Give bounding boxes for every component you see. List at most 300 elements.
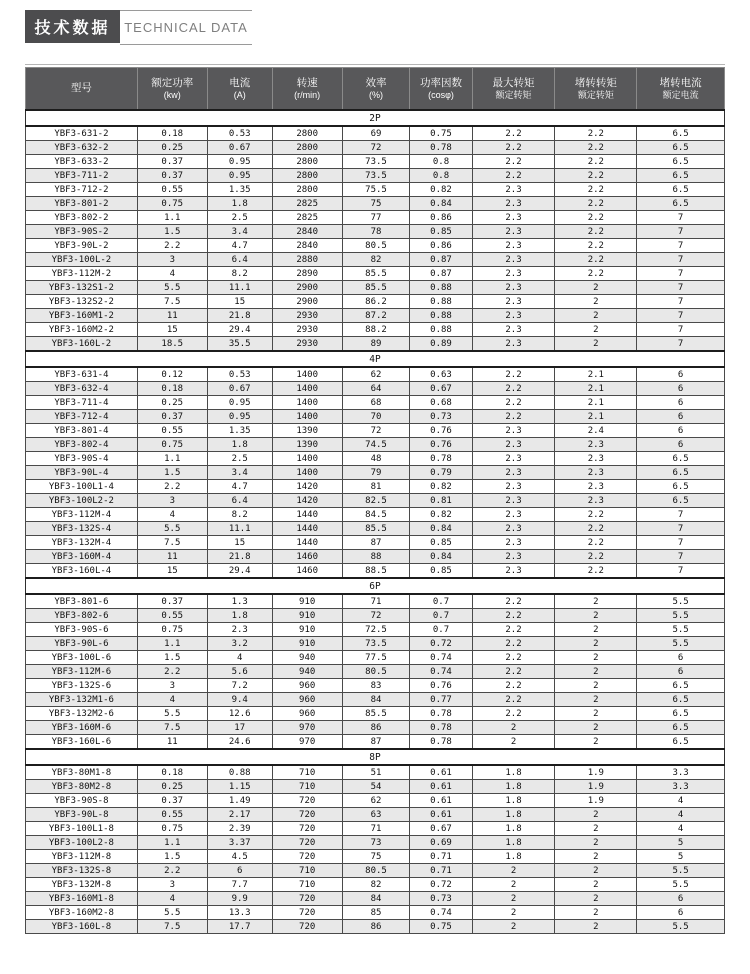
- cell-power-factor: 0.76: [410, 424, 472, 438]
- cell-power-factor: 0.82: [410, 480, 472, 494]
- cell-efficiency: 79: [342, 466, 410, 480]
- cell-efficiency: 83: [342, 679, 410, 693]
- cell-speed: 1420: [272, 480, 342, 494]
- cell-power-factor: 0.61: [410, 808, 472, 822]
- cell-locked-rotor-current-ratio: 7: [637, 281, 725, 295]
- cell-model: YBF3-712-2: [26, 183, 138, 197]
- cell-speed: 2890: [272, 267, 342, 281]
- cell-locked-rotor-current-ratio: 7: [637, 239, 725, 253]
- cell-rated-power: 15: [137, 564, 207, 579]
- cell-model: YBF3-160M-6: [26, 721, 138, 735]
- cell-locked-rotor-current-ratio: 7: [637, 337, 725, 352]
- cell-model: YBF3-160M1-8: [26, 892, 138, 906]
- cell-locked-rotor-torque-ratio: 2.2: [555, 155, 637, 169]
- cell-model: YBF3-90L-6: [26, 637, 138, 651]
- cell-rated-power: 7.5: [137, 721, 207, 735]
- cell-rated-power: 0.25: [137, 780, 207, 794]
- cell-efficiency: 72: [342, 609, 410, 623]
- cell-locked-rotor-torque-ratio: 2: [555, 679, 637, 693]
- cell-current: 3.4: [207, 225, 272, 239]
- cell-model: YBF3-802-2: [26, 211, 138, 225]
- table-row: [26, 337, 725, 352]
- cell-power-factor: 0.88: [410, 309, 472, 323]
- cell-rated-power: 2.2: [137, 665, 207, 679]
- cell-power-factor: 0.78: [410, 452, 472, 466]
- table-row: [26, 452, 725, 466]
- cell-max-torque-ratio: 2.3: [472, 337, 555, 352]
- cell-model: YBF3-132S-6: [26, 679, 138, 693]
- cell-speed: 1400: [272, 410, 342, 424]
- cell-max-torque-ratio: 2.2: [472, 679, 555, 693]
- col-header-current-unit: (A): [233, 89, 246, 100]
- table-row: [26, 906, 725, 920]
- cell-locked-rotor-torque-ratio: 2.2: [555, 564, 637, 579]
- cell-model: YBF3-801-4: [26, 424, 138, 438]
- table-row: [26, 822, 725, 836]
- cell-efficiency: 68: [342, 396, 410, 410]
- cell-efficiency: 51: [342, 765, 410, 780]
- cell-rated-power: 5.5: [137, 906, 207, 920]
- cell-max-torque-ratio: 2.3: [472, 466, 555, 480]
- section-label: 4P: [26, 351, 725, 367]
- cell-current: 3.4: [207, 466, 272, 480]
- cell-model: YBF3-631-4: [26, 367, 138, 382]
- cell-locked-rotor-torque-ratio: 2.2: [555, 126, 637, 141]
- cell-rated-power: 4: [137, 508, 207, 522]
- cell-max-torque-ratio: 2.2: [472, 141, 555, 155]
- table-row: [26, 126, 725, 141]
- cell-efficiency: 88.2: [342, 323, 410, 337]
- cell-rated-power: 1.5: [137, 466, 207, 480]
- cell-power-factor: 0.85: [410, 225, 472, 239]
- cell-model: YBF3-801-2: [26, 197, 138, 211]
- table-row: [26, 396, 725, 410]
- cell-efficiency: 70: [342, 410, 410, 424]
- cell-efficiency: 82: [342, 253, 410, 267]
- cell-power-factor: 0.87: [410, 267, 472, 281]
- table-row: [26, 637, 725, 651]
- cell-current: 4.7: [207, 480, 272, 494]
- cell-locked-rotor-torque-ratio: 2: [555, 707, 637, 721]
- cell-efficiency: 72.5: [342, 623, 410, 637]
- cell-current: 4.5: [207, 850, 272, 864]
- cell-speed: 2840: [272, 239, 342, 253]
- cell-locked-rotor-torque-ratio: 2.2: [555, 183, 637, 197]
- cell-power-factor: 0.72: [410, 878, 472, 892]
- cell-locked-rotor-current-ratio: 6.5: [637, 197, 725, 211]
- cell-current: 0.95: [207, 169, 272, 183]
- cell-max-torque-ratio: 2.3: [472, 508, 555, 522]
- cell-model: YBF3-632-2: [26, 141, 138, 155]
- cell-power-factor: 0.77: [410, 693, 472, 707]
- cell-power-factor: 0.67: [410, 382, 472, 396]
- cell-efficiency: 72: [342, 424, 410, 438]
- cell-speed: 910: [272, 609, 342, 623]
- table-row: [26, 155, 725, 169]
- section-header-row: [26, 351, 725, 367]
- cell-power-factor: 0.69: [410, 836, 472, 850]
- cell-locked-rotor-current-ratio: 6.5: [637, 735, 725, 750]
- cell-max-torque-ratio: 2: [472, 892, 555, 906]
- cell-efficiency: 85.5: [342, 707, 410, 721]
- cell-current: 9.4: [207, 693, 272, 707]
- cell-current: 29.4: [207, 323, 272, 337]
- cell-efficiency: 71: [342, 822, 410, 836]
- cell-speed: 1400: [272, 396, 342, 410]
- cell-rated-power: 4: [137, 693, 207, 707]
- cell-locked-rotor-current-ratio: 5.5: [637, 920, 725, 934]
- table-row: [26, 281, 725, 295]
- cell-current: 8.2: [207, 508, 272, 522]
- cell-efficiency: 86.2: [342, 295, 410, 309]
- cell-speed: 720: [272, 850, 342, 864]
- cell-speed: 1400: [272, 452, 342, 466]
- cell-locked-rotor-torque-ratio: 2.2: [555, 211, 637, 225]
- cell-locked-rotor-current-ratio: 7: [637, 564, 725, 579]
- cell-locked-rotor-torque-ratio: 2.3: [555, 480, 637, 494]
- col-header-speed: 转速 (r/min): [272, 68, 342, 111]
- col-header-efficiency-unit: (%): [369, 89, 383, 100]
- cell-locked-rotor-torque-ratio: 2: [555, 309, 637, 323]
- cell-locked-rotor-torque-ratio: 2: [555, 906, 637, 920]
- table-row: [26, 239, 725, 253]
- cell-efficiency: 89: [342, 337, 410, 352]
- cell-model: YBF3-160M2-2: [26, 323, 138, 337]
- table-row: [26, 707, 725, 721]
- cell-current: 0.95: [207, 155, 272, 169]
- cell-max-torque-ratio: 2: [472, 735, 555, 750]
- cell-max-torque-ratio: 2: [472, 721, 555, 735]
- cell-efficiency: 86: [342, 920, 410, 934]
- cell-current: 11.1: [207, 281, 272, 295]
- cell-model: YBF3-80M1-8: [26, 765, 138, 780]
- table-row: [26, 892, 725, 906]
- cell-max-torque-ratio: 2.2: [472, 410, 555, 424]
- cell-max-torque-ratio: 2.3: [472, 564, 555, 579]
- cell-locked-rotor-torque-ratio: 2: [555, 721, 637, 735]
- cell-locked-rotor-torque-ratio: 2: [555, 878, 637, 892]
- cell-efficiency: 73: [342, 836, 410, 850]
- cell-power-factor: 0.7: [410, 623, 472, 637]
- cell-model: YBF3-90L-2: [26, 239, 138, 253]
- cell-current: 13.3: [207, 906, 272, 920]
- cell-speed: 910: [272, 594, 342, 609]
- cell-max-torque-ratio: 1.8: [472, 836, 555, 850]
- cell-efficiency: 84.5: [342, 508, 410, 522]
- cell-locked-rotor-current-ratio: 4: [637, 822, 725, 836]
- cell-rated-power: 0.55: [137, 609, 207, 623]
- cell-locked-rotor-current-ratio: 7: [637, 309, 725, 323]
- cell-current: 1.49: [207, 794, 272, 808]
- cell-current: 0.53: [207, 367, 272, 382]
- cell-locked-rotor-current-ratio: 6: [637, 906, 725, 920]
- cell-locked-rotor-current-ratio: 5.5: [637, 637, 725, 651]
- cell-efficiency: 75.5: [342, 183, 410, 197]
- table-row: [26, 836, 725, 850]
- cell-rated-power: 3: [137, 679, 207, 693]
- cell-power-factor: 0.71: [410, 850, 472, 864]
- cell-model: YBF3-100L1-8: [26, 822, 138, 836]
- cell-current: 6.4: [207, 494, 272, 508]
- cell-speed: 970: [272, 721, 342, 735]
- cell-power-factor: 0.84: [410, 522, 472, 536]
- cell-current: 24.6: [207, 735, 272, 750]
- cell-max-torque-ratio: 2.2: [472, 155, 555, 169]
- cell-max-torque-ratio: 2.2: [472, 367, 555, 382]
- cell-current: 6: [207, 864, 272, 878]
- cell-locked-rotor-current-ratio: 5.5: [637, 864, 725, 878]
- cell-rated-power: 3: [137, 253, 207, 267]
- cell-model: YBF3-112M-8: [26, 850, 138, 864]
- cell-efficiency: 86: [342, 721, 410, 735]
- cell-locked-rotor-current-ratio: 6: [637, 382, 725, 396]
- cell-locked-rotor-torque-ratio: 2.2: [555, 508, 637, 522]
- cell-efficiency: 88.5: [342, 564, 410, 579]
- cell-max-torque-ratio: 1.8: [472, 794, 555, 808]
- cell-speed: 1400: [272, 466, 342, 480]
- cell-locked-rotor-current-ratio: 6.5: [637, 480, 725, 494]
- cell-max-torque-ratio: 2.3: [472, 438, 555, 452]
- cell-max-torque-ratio: 2.2: [472, 169, 555, 183]
- cell-locked-rotor-torque-ratio: 2: [555, 693, 637, 707]
- cell-model: YBF3-112M-6: [26, 665, 138, 679]
- cell-max-torque-ratio: 2.3: [472, 295, 555, 309]
- cell-current: 11.1: [207, 522, 272, 536]
- cell-locked-rotor-torque-ratio: 2: [555, 295, 637, 309]
- cell-max-torque-ratio: 2.3: [472, 323, 555, 337]
- cell-max-torque-ratio: 1.8: [472, 765, 555, 780]
- cell-locked-rotor-current-ratio: 6.5: [637, 141, 725, 155]
- cell-model: YBF3-100L2-2: [26, 494, 138, 508]
- cell-max-torque-ratio: 2.2: [472, 651, 555, 665]
- cell-model: YBF3-160M1-2: [26, 309, 138, 323]
- cell-max-torque-ratio: 2.2: [472, 665, 555, 679]
- cell-current: 1.35: [207, 183, 272, 197]
- cell-rated-power: 11: [137, 735, 207, 750]
- cell-rated-power: 0.25: [137, 141, 207, 155]
- cell-model: YBF3-633-2: [26, 155, 138, 169]
- cell-efficiency: 69: [342, 126, 410, 141]
- table-row: [26, 765, 725, 780]
- cell-efficiency: 62: [342, 367, 410, 382]
- cell-power-factor: 0.73: [410, 892, 472, 906]
- cell-current: 1.8: [207, 438, 272, 452]
- cell-locked-rotor-current-ratio: 6: [637, 892, 725, 906]
- cell-power-factor: 0.85: [410, 564, 472, 579]
- cell-locked-rotor-torque-ratio: 2.2: [555, 197, 637, 211]
- cell-power-factor: 0.79: [410, 466, 472, 480]
- col-header-model: 型号: [26, 68, 138, 111]
- cell-locked-rotor-current-ratio: 7: [637, 267, 725, 281]
- cell-rated-power: 0.75: [137, 623, 207, 637]
- cell-locked-rotor-current-ratio: 6.5: [637, 721, 725, 735]
- cell-efficiency: 75: [342, 850, 410, 864]
- cell-locked-rotor-current-ratio: 7: [637, 253, 725, 267]
- cell-locked-rotor-torque-ratio: 2.1: [555, 396, 637, 410]
- cell-rated-power: 5.5: [137, 522, 207, 536]
- cell-speed: 1460: [272, 550, 342, 564]
- col-header-locked-rotor-current-ratio-unit: 额定电流: [662, 89, 699, 100]
- cell-rated-power: 0.12: [137, 367, 207, 382]
- cell-locked-rotor-current-ratio: 6: [637, 424, 725, 438]
- cell-speed: 940: [272, 651, 342, 665]
- cell-max-torque-ratio: 1.8: [472, 822, 555, 836]
- cell-model: YBF3-132M2-6: [26, 707, 138, 721]
- cell-power-factor: 0.67: [410, 822, 472, 836]
- table-row: [26, 183, 725, 197]
- cell-rated-power: 1.1: [137, 211, 207, 225]
- cell-speed: 720: [272, 920, 342, 934]
- cell-power-factor: 0.75: [410, 920, 472, 934]
- cell-efficiency: 75: [342, 197, 410, 211]
- table-row: [26, 225, 725, 239]
- table-row: [26, 267, 725, 281]
- table-row: [26, 594, 725, 609]
- cell-locked-rotor-current-ratio: 6.5: [637, 169, 725, 183]
- cell-efficiency: 48: [342, 452, 410, 466]
- cell-model: YBF3-802-6: [26, 609, 138, 623]
- cell-locked-rotor-current-ratio: 6: [637, 410, 725, 424]
- cell-efficiency: 84: [342, 693, 410, 707]
- cell-max-torque-ratio: 2: [472, 906, 555, 920]
- col-header-locked-rotor-torque-ratio: 堵转转矩 额定转矩: [555, 68, 637, 111]
- cell-locked-rotor-torque-ratio: 2.2: [555, 169, 637, 183]
- cell-current: 2.39: [207, 822, 272, 836]
- cell-model: YBF3-132S-4: [26, 522, 138, 536]
- cell-power-factor: 0.75: [410, 126, 472, 141]
- cell-locked-rotor-torque-ratio: 1.9: [555, 794, 637, 808]
- cell-efficiency: 72: [342, 141, 410, 155]
- cell-max-torque-ratio: 2.3: [472, 452, 555, 466]
- cell-max-torque-ratio: 2.3: [472, 550, 555, 564]
- cell-locked-rotor-torque-ratio: 2.2: [555, 141, 637, 155]
- table-row: [26, 466, 725, 480]
- cell-model: YBF3-132M-4: [26, 536, 138, 550]
- cell-efficiency: 85: [342, 906, 410, 920]
- cell-model: YBF3-802-4: [26, 438, 138, 452]
- cell-speed: 910: [272, 637, 342, 651]
- cell-max-torque-ratio: 2.2: [472, 623, 555, 637]
- cell-efficiency: 82: [342, 878, 410, 892]
- cell-model: YBF3-160M2-8: [26, 906, 138, 920]
- table-row: [26, 438, 725, 452]
- cell-power-factor: 0.82: [410, 183, 472, 197]
- table-row: [26, 564, 725, 579]
- cell-current: 15: [207, 536, 272, 550]
- cell-max-torque-ratio: 2.3: [472, 494, 555, 508]
- cell-efficiency: 54: [342, 780, 410, 794]
- cell-speed: 1390: [272, 438, 342, 452]
- cell-efficiency: 78: [342, 225, 410, 239]
- cell-speed: 2825: [272, 197, 342, 211]
- cell-model: YBF3-132S2-2: [26, 295, 138, 309]
- cell-power-factor: 0.78: [410, 735, 472, 750]
- cell-locked-rotor-torque-ratio: 2: [555, 281, 637, 295]
- cell-speed: 710: [272, 864, 342, 878]
- cell-model: YBF3-160L-4: [26, 564, 138, 579]
- cell-model: YBF3-100L-6: [26, 651, 138, 665]
- cell-speed: 720: [272, 794, 342, 808]
- cell-max-torque-ratio: 2.2: [472, 382, 555, 396]
- cell-speed: 2840: [272, 225, 342, 239]
- cell-speed: 2825: [272, 211, 342, 225]
- table-row: [26, 211, 725, 225]
- cell-locked-rotor-current-ratio: 6.5: [637, 693, 725, 707]
- cell-locked-rotor-torque-ratio: 2.2: [555, 536, 637, 550]
- cell-model: YBF3-90S-2: [26, 225, 138, 239]
- cell-model: YBF3-90S-6: [26, 623, 138, 637]
- cell-current: 0.67: [207, 141, 272, 155]
- col-header-speed-unit: (r/min): [294, 89, 321, 100]
- cell-locked-rotor-torque-ratio: 1.9: [555, 765, 637, 780]
- cell-speed: 2800: [272, 126, 342, 141]
- cell-rated-power: 0.18: [137, 765, 207, 780]
- col-header-max-torque-ratio: 最大转矩 额定转矩: [472, 68, 555, 111]
- table-row: [26, 679, 725, 693]
- table-row: [26, 794, 725, 808]
- cell-efficiency: 84: [342, 892, 410, 906]
- cell-locked-rotor-current-ratio: 3.3: [637, 780, 725, 794]
- cell-rated-power: 5.5: [137, 281, 207, 295]
- cell-locked-rotor-torque-ratio: 2.2: [555, 239, 637, 253]
- cell-power-factor: 0.74: [410, 906, 472, 920]
- cell-locked-rotor-torque-ratio: 2.2: [555, 550, 637, 564]
- table-row: [26, 494, 725, 508]
- cell-model: YBF3-90S-4: [26, 452, 138, 466]
- cell-locked-rotor-current-ratio: 7: [637, 522, 725, 536]
- cell-locked-rotor-current-ratio: 6.5: [637, 466, 725, 480]
- cell-locked-rotor-current-ratio: 6: [637, 651, 725, 665]
- table-row: [26, 536, 725, 550]
- cell-rated-power: 0.55: [137, 808, 207, 822]
- cell-rated-power: 1.5: [137, 651, 207, 665]
- cell-locked-rotor-torque-ratio: 2.1: [555, 410, 637, 424]
- cell-max-torque-ratio: 2.3: [472, 522, 555, 536]
- page-title-zh: 技术数据: [25, 10, 120, 43]
- cell-max-torque-ratio: 2.2: [472, 707, 555, 721]
- cell-speed: 2900: [272, 295, 342, 309]
- col-header-current: 电流 (A): [207, 68, 272, 111]
- table-row: [26, 253, 725, 267]
- cell-speed: 1400: [272, 367, 342, 382]
- cell-locked-rotor-current-ratio: 7: [637, 323, 725, 337]
- cell-power-factor: 0.73: [410, 410, 472, 424]
- cell-power-factor: 0.76: [410, 679, 472, 693]
- cell-rated-power: 0.18: [137, 382, 207, 396]
- cell-power-factor: 0.76: [410, 438, 472, 452]
- cell-power-factor: 0.68: [410, 396, 472, 410]
- cell-rated-power: 4: [137, 892, 207, 906]
- table-row: [26, 735, 725, 750]
- table-row: [26, 382, 725, 396]
- cell-max-torque-ratio: 2.3: [472, 480, 555, 494]
- cell-current: 0.88: [207, 765, 272, 780]
- cell-locked-rotor-current-ratio: 7: [637, 550, 725, 564]
- cell-power-factor: 0.71: [410, 864, 472, 878]
- cell-locked-rotor-current-ratio: 5.5: [637, 594, 725, 609]
- cell-max-torque-ratio: 2.2: [472, 609, 555, 623]
- cell-efficiency: 87: [342, 735, 410, 750]
- cell-efficiency: 80.5: [342, 665, 410, 679]
- cell-locked-rotor-torque-ratio: 2: [555, 594, 637, 609]
- cell-efficiency: 82.5: [342, 494, 410, 508]
- cell-current: 35.5: [207, 337, 272, 352]
- cell-max-torque-ratio: 2.3: [472, 267, 555, 281]
- cell-power-factor: 0.74: [410, 665, 472, 679]
- cell-efficiency: 77.5: [342, 651, 410, 665]
- cell-max-torque-ratio: 2: [472, 920, 555, 934]
- col-header-efficiency: 效率 (%): [342, 68, 410, 111]
